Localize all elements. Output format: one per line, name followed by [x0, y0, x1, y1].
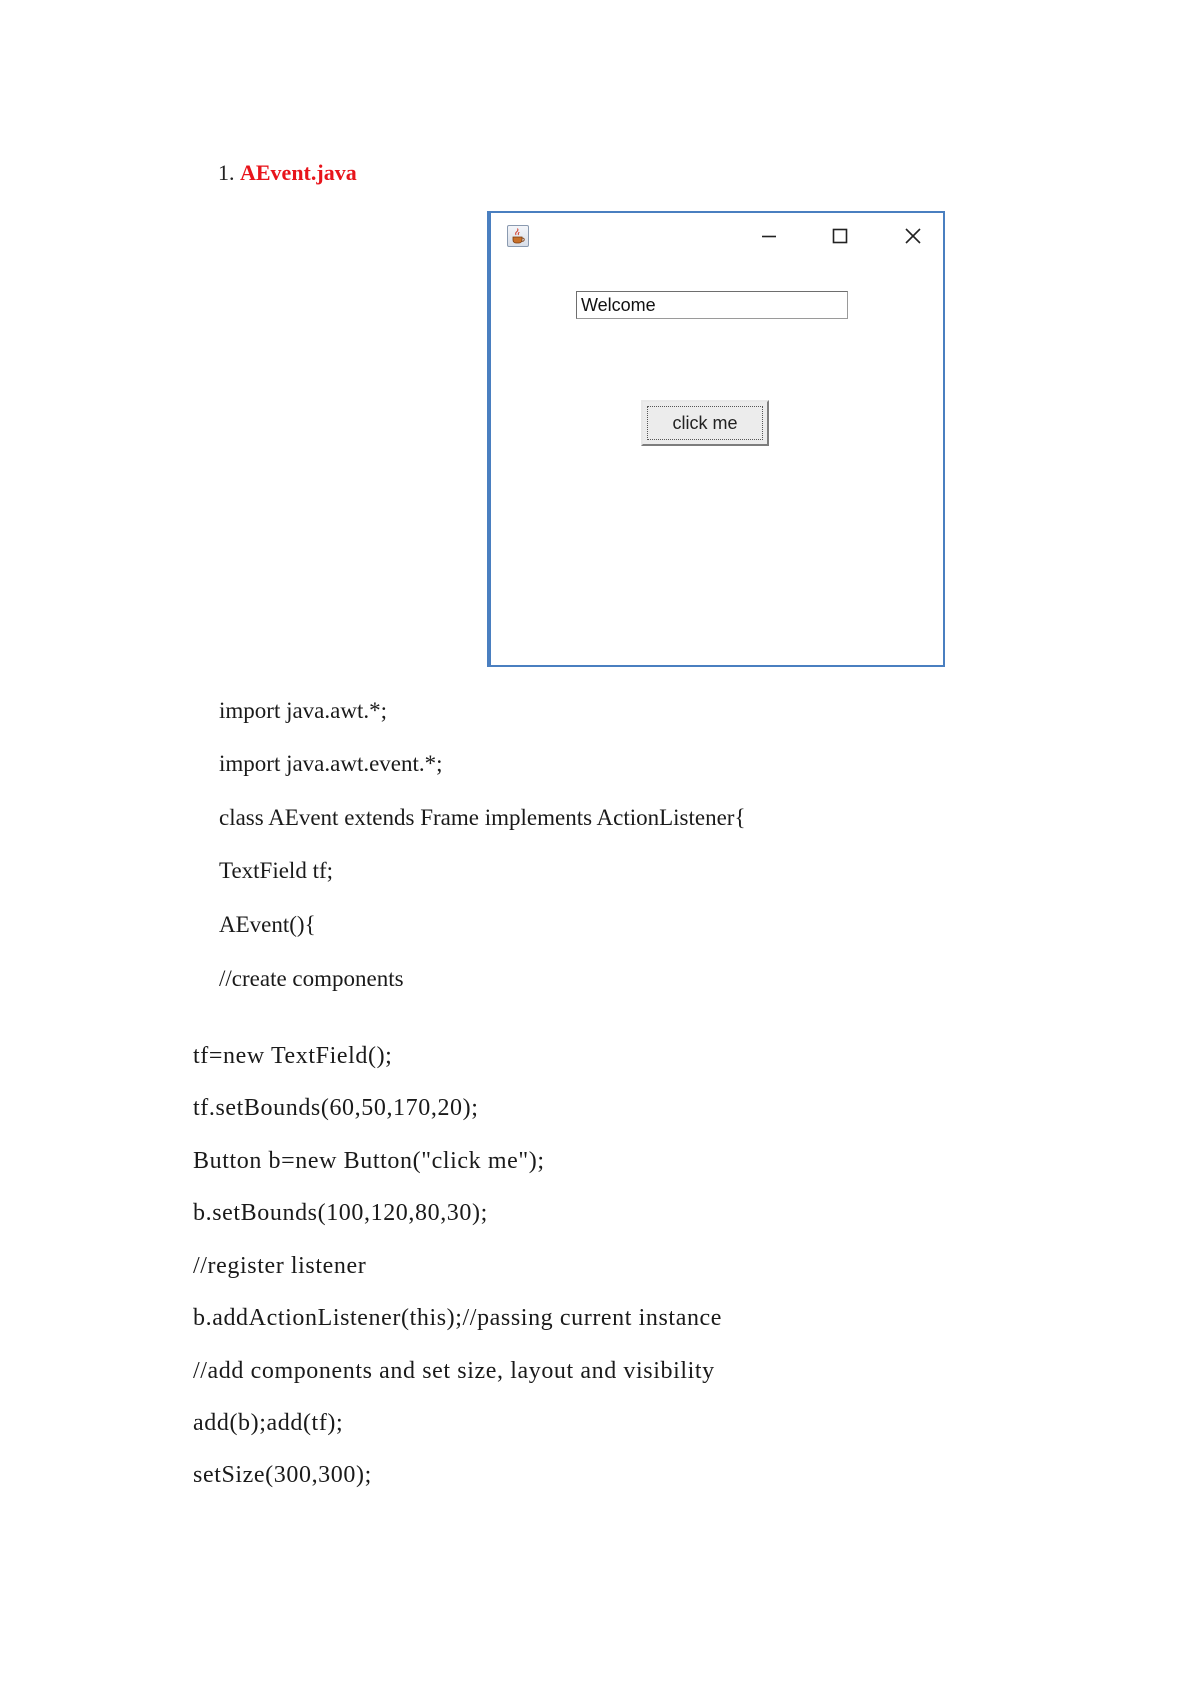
code-line: class AEvent extends Frame implements ActionListener{	[219, 805, 746, 830]
code-line: //add components and set size, layout and visibility	[193, 1358, 715, 1384]
click-me-button[interactable]	[641, 400, 769, 446]
section-heading	[218, 158, 357, 188]
code-line: import java.awt.*;	[219, 698, 387, 723]
code-line: import java.awt.event.*;	[219, 751, 443, 776]
close-button[interactable]	[900, 225, 926, 247]
heading-filename: AEvent.java	[240, 160, 357, 185]
code-line: setSize(300,300);	[193, 1462, 372, 1488]
code-line: b.setBounds(100,120,80,30);	[193, 1200, 488, 1226]
maximize-icon	[831, 227, 849, 245]
maximize-button[interactable]	[827, 225, 853, 247]
code-line: b.addActionListener(this);//passing current instance	[193, 1305, 723, 1331]
code-line: //register listener	[193, 1253, 367, 1279]
minimize-button[interactable]	[756, 225, 782, 247]
close-icon	[904, 227, 922, 245]
code-line: tf.setBounds(60,50,170,20);	[193, 1095, 479, 1121]
window-titlebar[interactable]	[491, 213, 943, 263]
click-me-button-label: click me	[647, 406, 763, 440]
code-line: Button b=new Button("click me");	[193, 1148, 545, 1174]
minimize-icon	[760, 227, 778, 245]
welcome-textfield[interactable]: Welcome	[576, 291, 848, 319]
code-line: add(b);add(tf);	[193, 1410, 344, 1436]
code-line: tf=new TextField();	[193, 1043, 393, 1069]
code-line: TextField tf;	[219, 858, 334, 883]
code-line: AEvent(){	[219, 912, 316, 937]
heading-number: 1.	[218, 160, 235, 185]
java-cup-icon[interactable]	[507, 225, 529, 247]
code-line: //create components	[219, 966, 404, 991]
java-frame-window	[487, 211, 945, 667]
